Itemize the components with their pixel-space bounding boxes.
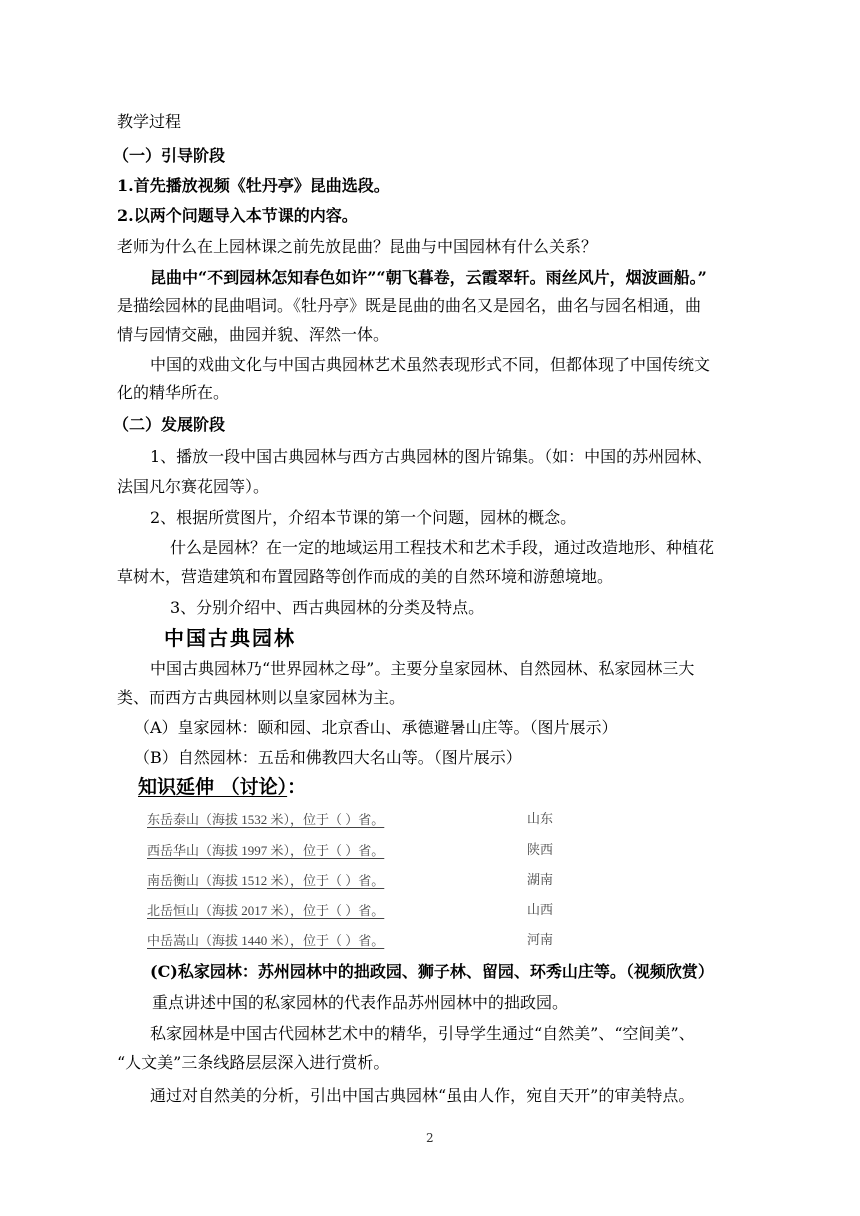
- paragraph-line: 私家园林是中国古代园林艺术中的精华，引导学生通过“自然美”、“空间美”、: [150, 1024, 695, 1043]
- mountain-question: 南岳衡山（海拔 1512 米），位于（ ）省。: [147, 873, 385, 888]
- mountain-answer: 山东: [527, 812, 554, 827]
- list-item: 1.首先播放视频《牡丹亭》昆曲选段。: [117, 176, 390, 195]
- section-title: 教学过程: [117, 112, 182, 131]
- list-item: (C)私家园林：苏州园林中的拙政园、狮子林、留园、环秀山庄等。（视频欣赏）: [150, 962, 714, 981]
- list-item: （B）自然园林：五岳和佛教四大名山等。（图片展示）: [134, 748, 522, 767]
- paragraph-line: 2、根据所赏图片，介绍本节课的第一个问题，园林的概念。: [150, 508, 577, 527]
- paragraph-line: “人文美”三条线路层层深入进行赏析。: [117, 1053, 390, 1072]
- heading-knowledge-extension: [138, 775, 306, 799]
- paragraph-line: 昆曲中“不到园林怎知春色如许”“朝飞暮卷，云霞翠轩。雨丝风片，烟波画船。”: [150, 268, 707, 287]
- paragraph-line: 3、分别介绍中、西古典园林的分类及特点。: [170, 598, 485, 617]
- paragraph-line: 什么是园林？在一定的地域运用工程技术和艺术手段，通过改造地形、种植花: [170, 538, 715, 557]
- mountain-answer: 河南: [527, 933, 554, 948]
- mountain-question: 东岳泰山（海拔 1532 米），位于（ ）省。: [147, 812, 385, 827]
- paragraph-line: 化的精华所在。: [117, 383, 230, 402]
- paragraph-line: 法国凡尔赛花园等）。: [117, 477, 270, 496]
- list-item: （A）皇家园林：颐和园、北京香山、承德避暑山庄等。（图片展示）: [134, 718, 618, 737]
- mountain-question: 西岳华山（海拔 1997 米），位于（ ）省。: [147, 843, 385, 858]
- list-item: 2.以两个问题导入本节课的内容。: [117, 206, 358, 225]
- heading-chinese-gardens: 中国古典园林: [164, 626, 296, 650]
- paragraph-line: 重点讲述中国的私家园林的代表作品苏州园林中的拙政园。: [152, 993, 569, 1012]
- mountain-answer: 湖南: [527, 873, 554, 888]
- paragraph-line: 通过对自然美的分析，引出中国古典园林“虽由人作，宛自天开”的审美特点。: [150, 1086, 695, 1105]
- stage-heading-2: （二）发展阶段: [113, 415, 226, 434]
- paragraph-line: 中国古典园林乃“世界园林之母”。主要分皇家园林、自然园林、私家园林三大: [150, 659, 695, 678]
- paragraph-line: 1、播放一段中国古典园林与西方古典园林的图片锦集。（如：中国的苏州园林、: [150, 447, 713, 466]
- mountain-question: 北岳恒山（海拔 2017 米），位于（ ）省。: [147, 903, 385, 918]
- heading-extension-text: 知识延伸 （讨论）: [138, 776, 288, 798]
- paragraph-line: 是描绘园林的昆曲唱词。《牡丹亭》既是昆曲的曲名又是园名，曲名与园名相通，曲: [117, 296, 702, 315]
- stage-heading-1: （一）引导阶段: [113, 146, 226, 165]
- mountain-question: 中岳嵩山（海拔 1440 米），位于（ ）省。: [147, 933, 385, 948]
- paragraph-line: 类、而西方古典园林则以皇家园林为主。: [117, 688, 406, 707]
- mountain-answer: 陕西: [527, 843, 554, 858]
- page-number: 2: [426, 1131, 434, 1145]
- paragraph-line: 中国的戏曲文化与中国古典园林艺术虽然表现形式不同，但都体现了中国传统文: [150, 355, 711, 374]
- paragraph-line: 老师为什么在上园林课之前先放昆曲？昆曲与中国园林有什么关系？: [117, 237, 598, 256]
- mountain-answer: 山西: [527, 903, 554, 918]
- paragraph-line: 情与园情交融，曲园并貌、浑然一体。: [117, 325, 390, 344]
- paragraph-line: 草树木，营造建筑和布置园路等创作而成的美的自然环境和游憩境地。: [117, 567, 614, 586]
- heading-extension-colon: ：: [287, 776, 307, 798]
